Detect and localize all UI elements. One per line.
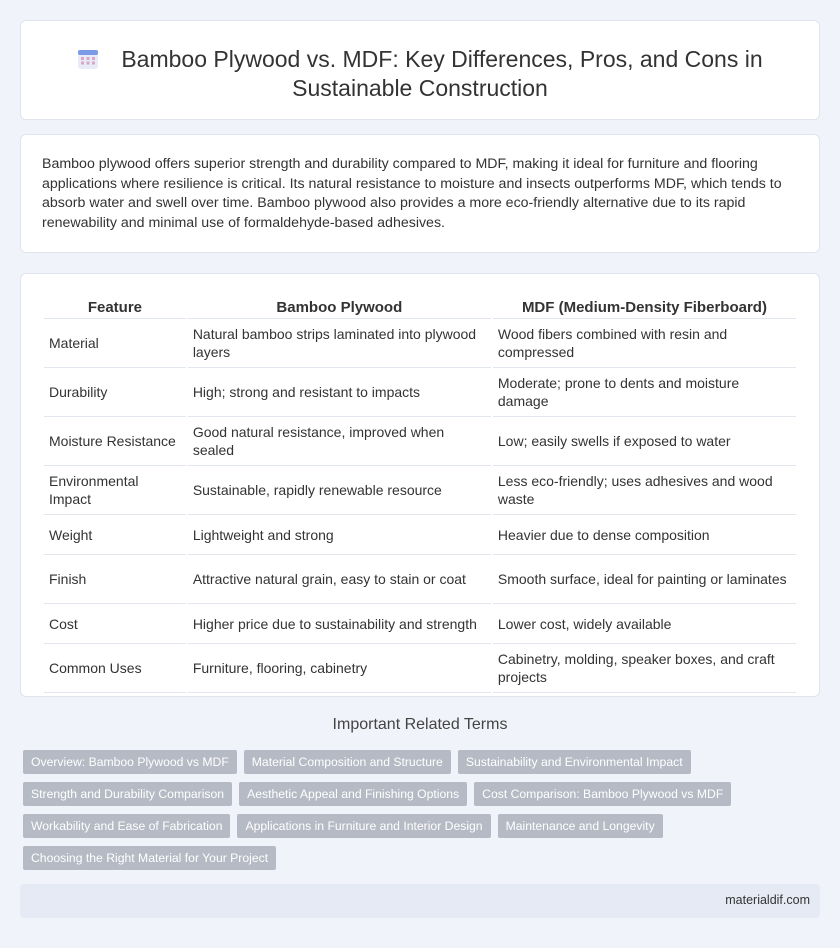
intro-card <box>20 134 820 253</box>
table-row <box>44 417 796 466</box>
row-bamboo: Furniture, flooring, cabinetry <box>188 644 491 693</box>
row-mdf: Lower cost, widely available <box>493 604 796 644</box>
row-bamboo: High; strong and resistant to impacts <box>188 368 491 417</box>
related-terms-list <box>23 750 803 870</box>
row-bamboo: Sustainable, rapidly renewable resource <box>188 466 491 515</box>
header-mdf: MDF (Medium-Density Fiberboard) <box>493 295 796 319</box>
footer <box>20 884 820 918</box>
intro-paragraph: Bamboo plywood offers superior strength and durability compared to MDF, making it ideal for furniture and flooring applications where resilience is critical. Its natural resistance to moisture and insects outperforms MDF, which tends to absorb water and swell over time. Bamboo plywood also provides a more eco-friendly alternative due to its rapid renewability and minimal use of formaldehyde-based adhesives. <box>42 156 782 231</box>
header-feature: Feature <box>44 295 186 319</box>
table-row <box>44 515 796 555</box>
row-feature: Material <box>44 319 186 368</box>
row-bamboo: Higher price due to sustainability and strength <box>188 604 491 644</box>
row-feature: Moisture Resistance <box>44 417 186 466</box>
table-row <box>44 319 796 368</box>
row-bamboo: Natural bamboo strips laminated into plywood layers <box>188 319 491 368</box>
row-feature: Durability <box>44 368 186 417</box>
row-bamboo: Lightweight and strong <box>188 515 491 555</box>
row-mdf: Wood fibers combined with resin and compressed <box>493 319 796 368</box>
row-mdf: Cabinetry, molding, speaker boxes, and craft projects <box>493 644 796 693</box>
row-mdf: Less eco-friendly; uses adhesives and wood waste <box>493 466 796 515</box>
row-feature: Cost <box>44 604 186 644</box>
related-term-tag[interactable]: Strength and Durability Comparison <box>23 782 232 806</box>
row-feature: Weight <box>44 515 186 555</box>
row-feature: Common Uses <box>44 644 186 693</box>
title-card <box>20 20 820 120</box>
related-term-tag[interactable]: Sustainability and Environmental Impact <box>458 750 691 774</box>
table-row <box>44 555 796 604</box>
table-row <box>44 604 796 644</box>
related-term-tag[interactable]: Cost Comparison: Bamboo Plywood vs MDF <box>474 782 731 806</box>
header-bamboo-plywood: Bamboo Plywood <box>188 295 491 319</box>
related-term-tag[interactable]: Workability and Ease of Fabrication <box>23 814 230 838</box>
row-bamboo: Good natural resistance, improved when sealed <box>188 417 491 466</box>
row-feature: Finish <box>44 555 186 604</box>
table-row <box>44 368 796 417</box>
row-mdf: Smooth surface, ideal for painting or laminates <box>493 555 796 604</box>
table-header-row <box>44 295 796 319</box>
footer-site-link[interactable]: materialdif.com <box>725 893 810 907</box>
comparison-card <box>20 273 820 697</box>
calendar-grid-icon <box>77 48 99 70</box>
related-term-tag[interactable]: Applications in Furniture and Interior Design <box>237 814 490 838</box>
row-bamboo: Attractive natural grain, easy to stain or coat <box>188 555 491 604</box>
row-mdf: Heavier due to dense composition <box>493 515 796 555</box>
table-row <box>44 466 796 515</box>
related-term-tag[interactable]: Overview: Bamboo Plywood vs MDF <box>23 750 237 774</box>
related-term-tag[interactable]: Choosing the Right Material for Your Project <box>23 846 276 870</box>
row-mdf: Low; easily swells if exposed to water <box>493 417 796 466</box>
related-terms-title: Important Related Terms <box>332 716 508 733</box>
row-mdf: Moderate; prone to dents and moisture damage <box>493 368 796 417</box>
related-term-tag[interactable]: Material Composition and Structure <box>244 750 451 774</box>
related-term-tag[interactable]: Aesthetic Appeal and Finishing Options <box>239 782 467 806</box>
comparison-table <box>42 295 798 693</box>
related-term-tag[interactable]: Maintenance and Longevity <box>498 814 663 838</box>
title-line-1: Bamboo Plywood vs. MDF: Key Differences, Pros, and Cons in <box>121 46 763 72</box>
table-row <box>44 644 796 693</box>
row-feature: Environmental Impact <box>44 466 186 515</box>
title-line-2: Sustainable Construction <box>292 75 548 101</box>
page-title <box>21 45 819 103</box>
